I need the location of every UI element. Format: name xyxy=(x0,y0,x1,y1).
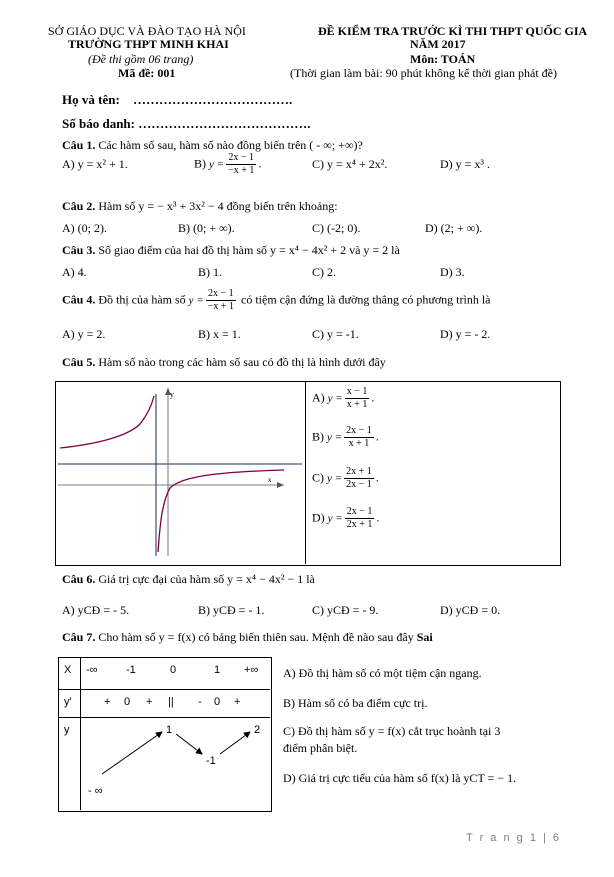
variation-table-row-line-1 xyxy=(58,689,270,690)
question-5-label: Câu 5. xyxy=(62,355,96,369)
q3-option-c: C) 2. xyxy=(312,265,336,279)
question-3-label: Câu 3. xyxy=(62,243,96,257)
decrease-arrow xyxy=(176,734,202,754)
q1-option-b-letter: B) xyxy=(194,156,206,171)
variation-arrows xyxy=(80,718,270,810)
increase-arrow-2 xyxy=(220,732,250,754)
question-6-text: Giá trị cực đại của hàm số y = x⁴ − 4x² − 1 là xyxy=(95,572,315,586)
school-department: SỞ GIÁO DỤC VÀ ĐÀO TẠO HÀ NỘI xyxy=(48,24,246,38)
question-7-emphasis: Sai xyxy=(416,630,433,644)
q4-option-c: C) y = -1. xyxy=(312,327,359,341)
q5-option-a: A) y = $\frac{x - 1}{x + 1}$ . xyxy=(312,386,375,410)
yprime-value-4: || xyxy=(168,696,174,708)
yprime-row-label: y' xyxy=(64,696,72,708)
question-5 xyxy=(62,355,386,370)
exam-year: NĂM 2017 xyxy=(410,37,466,51)
q2-option-b: B) (0; + ∞). xyxy=(178,221,235,235)
y-row-label: y xyxy=(64,724,70,736)
q5-option-d: D) y = $\frac{2x - 1}{2x + 1}$ . xyxy=(312,506,380,530)
q3-option-d: D) 3. xyxy=(440,265,465,279)
exam-subject: Môn: TOÁN xyxy=(410,52,476,66)
student-id-field xyxy=(62,116,310,132)
q2-option-d: D) (2; + ∞). xyxy=(425,221,483,235)
student-id-label: Số báo danh: xyxy=(62,116,135,131)
student-name-dots: ………………………………. xyxy=(133,92,293,107)
q7-option-a: A) Đồ thị hàm số có một tiệm cận ngang. xyxy=(283,666,482,680)
x-value-1: -∞ xyxy=(86,664,98,676)
question-4-label: Câu 4. xyxy=(62,292,96,307)
q5-option-c: C) y = $\frac{2x + 1}{2x - 1}$ . xyxy=(312,466,379,490)
q1-option-b: B) y = $\frac{2x - 1}{-x + 1}$ . xyxy=(194,152,262,176)
increase-arrow-1 xyxy=(102,732,162,774)
question-6 xyxy=(62,572,315,587)
q6-option-a: A) yCĐ = - 5. xyxy=(62,603,130,617)
y-value-max: 1 xyxy=(166,724,173,736)
y-axis-label: y xyxy=(170,390,174,399)
q3-option-b: B) 1. xyxy=(198,265,222,279)
yprime-value-3: + xyxy=(146,696,153,708)
question-2-label: Câu 2. xyxy=(62,199,96,213)
question-7-label: Câu 7. xyxy=(62,630,96,644)
question-5-text: Hàm số nào trong các hàm số sau có đồ thị là hình dưới đây xyxy=(95,355,386,369)
q6-option-b: B) yCĐ = - 1. xyxy=(198,603,265,617)
yprime-value-6: 0 xyxy=(214,696,221,708)
q7-option-d: D) Giá trị cực tiểu của hàm số f(x) là yCT = − 1. xyxy=(283,771,517,785)
exam-duration: (Thời gian làm bài: 90 phút không kể thời gian phát đề) xyxy=(290,66,557,80)
x-value-4: 1 xyxy=(214,664,221,676)
yprime-value-2: 0 xyxy=(124,696,131,708)
y-value-neg-inf: - ∞ xyxy=(88,785,103,797)
q2-option-a: A) (0; 2). xyxy=(62,221,107,235)
graph-left-branch xyxy=(60,396,154,448)
school-name: TRƯỜNG THPT MINH KHAI xyxy=(68,37,229,51)
yprime-value-7: + xyxy=(234,696,241,708)
q2-option-c: C) (-2; 0). xyxy=(312,221,361,235)
student-name-label: Họ và tên: xyxy=(62,92,120,107)
x-axis-arrow xyxy=(277,482,284,488)
q3-option-a: A) 4. xyxy=(62,265,87,279)
question-2 xyxy=(62,199,338,214)
question-6-label: Câu 6. xyxy=(62,572,96,586)
question-7-text: Cho hàm số y = f(x) có bảng biến thiên sau. Mệnh đề nào sau đây xyxy=(95,630,417,644)
y-value-right: 2 xyxy=(254,724,261,736)
question-3 xyxy=(62,243,400,258)
q4-option-d: D) y = - 2. xyxy=(440,327,491,341)
q1-option-c: C) y = x⁴ + 2x². xyxy=(312,157,388,171)
q4-option-a: A) y = 2. xyxy=(62,327,106,341)
question-1-text: Các hàm số sau, hàm số nào đồng biến trên ( - ∞; +∞)? xyxy=(95,138,363,152)
q1-option-b-fraction: $\frac{2x - 1}{-x + 1}$ xyxy=(228,152,255,176)
yprime-value-1: + xyxy=(104,696,111,708)
q7-option-c-line1: C) Đồ thị hàm số y = f(x) cắt trục hoành tại 3 xyxy=(283,724,501,738)
q6-option-d: D) yCĐ = 0. xyxy=(440,603,501,617)
question-2-text: Hàm số y = − x³ + 3x² − 4 đồng biến trên khoảng: xyxy=(95,199,338,213)
q4-fraction: $\frac{2x - 1}{-x + 1}$ xyxy=(207,288,235,312)
student-name-field xyxy=(62,92,292,108)
q6-option-c: C) yCĐ = - 9. xyxy=(312,603,379,617)
q5-graph xyxy=(58,384,302,560)
x-row-label: X xyxy=(64,664,72,676)
x-axis-label: x xyxy=(268,476,272,484)
exam-code: Mã đề: 001 xyxy=(118,66,176,80)
q7-option-b: B) Hàm số có ba điểm cực trị. xyxy=(283,696,428,710)
page-number: T r a n g 1 | 6 xyxy=(466,832,562,844)
q7-option-c-line2: điểm phân biệt. xyxy=(283,741,358,755)
question-1-label: Câu 1. xyxy=(62,138,96,152)
question-3-text: Số giao điểm của hai đồ thị hàm số y = x⁴ − 4x² + 2 và y = 2 là xyxy=(95,243,400,257)
yprime-value-5: - xyxy=(198,696,202,708)
question-7 xyxy=(62,630,433,645)
graph-right-branch xyxy=(158,470,284,552)
student-id-dots: …………………………………. xyxy=(138,116,311,131)
x-value-2: -1 xyxy=(126,664,136,676)
question-4: Câu 4. Đồ thị của hàm số y = $\frac{2x - 1}{-x + 1}$ có tiệm cận đứng là đường thẳng có phương trình là xyxy=(62,288,491,312)
x-value-5: +∞ xyxy=(244,664,259,676)
q1-option-a: A) y = x² + 1. xyxy=(62,157,128,171)
y-value-min: -1 xyxy=(206,755,216,767)
x-value-3: 0 xyxy=(170,664,177,676)
q1-option-d: D) y = x³ . xyxy=(440,157,491,171)
page-count-note: (Đề thi gồm 06 trang) xyxy=(88,52,194,66)
q5-option-b: B) y = $\frac{2x - 1}{x + 1}$ . xyxy=(312,425,379,449)
q4-option-b: B) x = 1. xyxy=(198,327,241,341)
exam-title: ĐỀ KIỂM TRA TRƯỚC KÌ THI THPT QUỐC GIA xyxy=(318,24,588,38)
question-1 xyxy=(62,138,363,153)
q5-divider xyxy=(305,381,306,564)
